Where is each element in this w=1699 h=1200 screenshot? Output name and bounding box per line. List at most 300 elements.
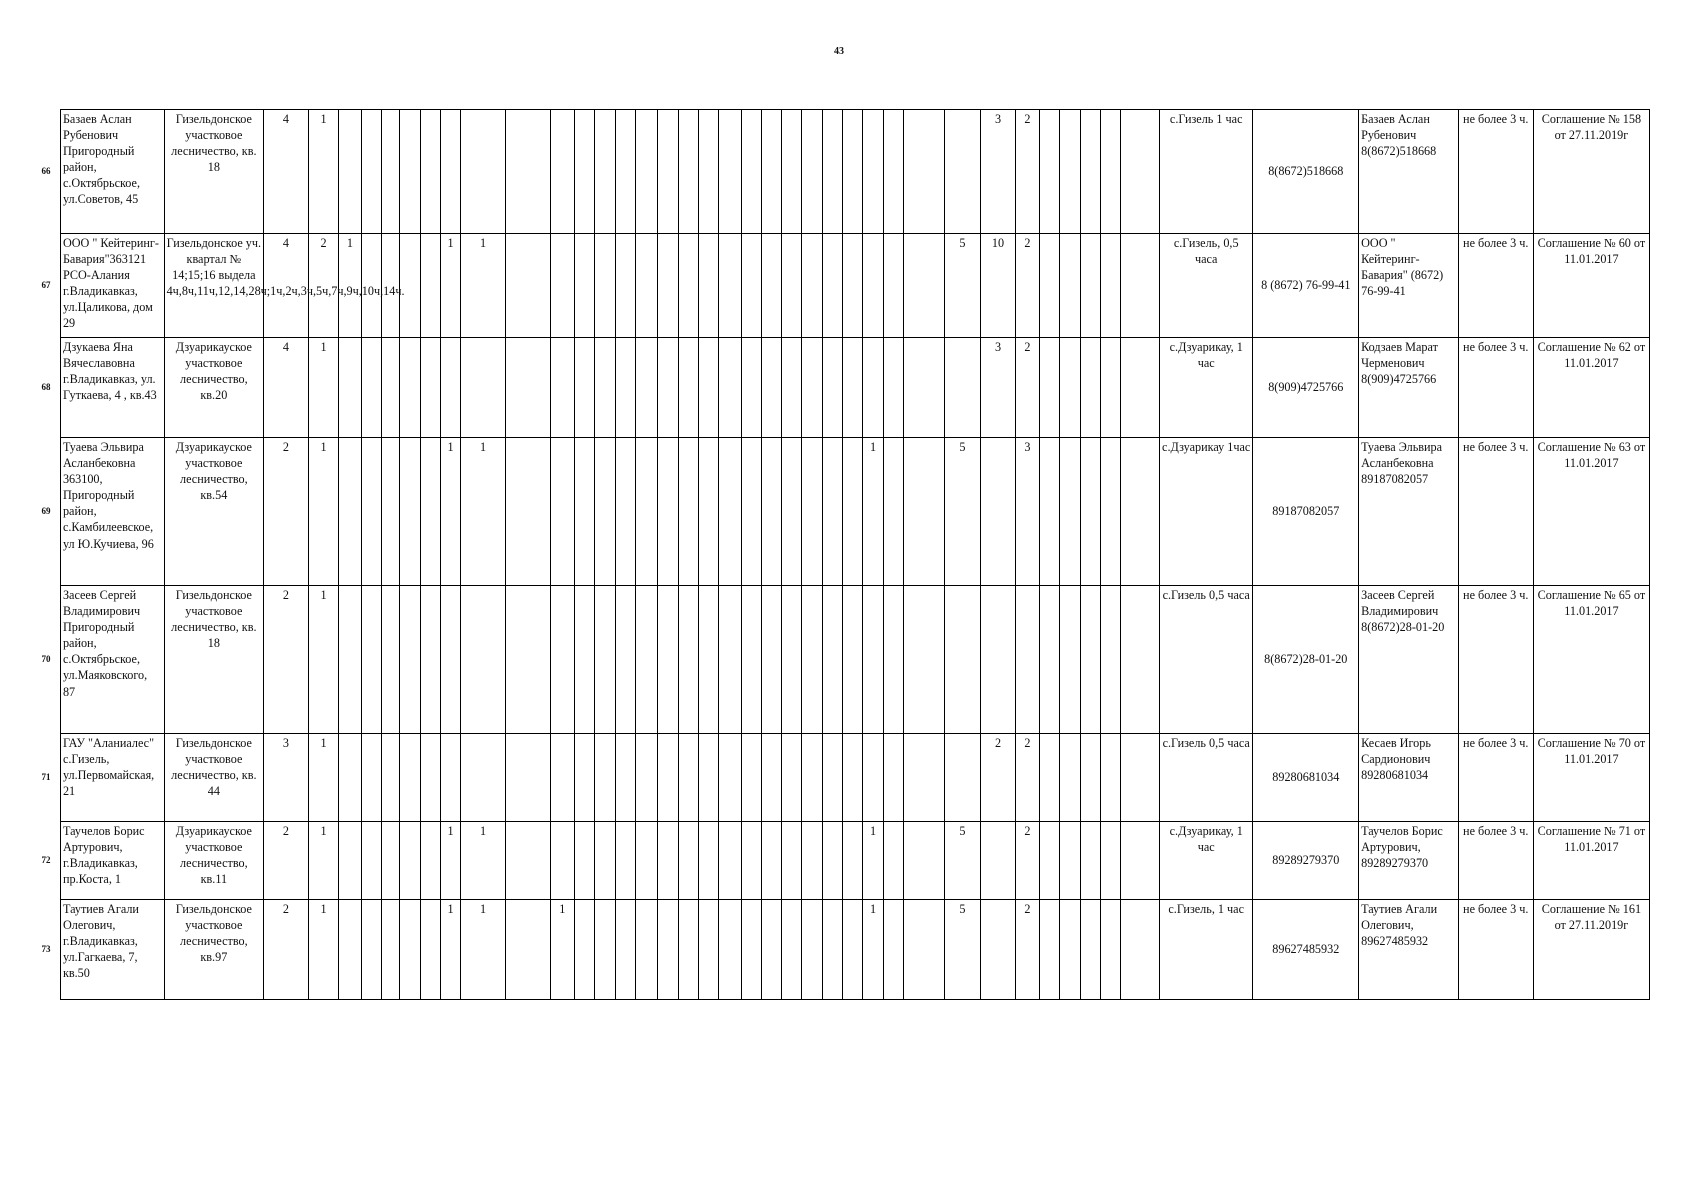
responsible-cell: Базаев Аслан Рубенович 8(8672)518668 — [1359, 110, 1459, 234]
quantity-cell — [678, 734, 698, 822]
applicant-cell: Базаев Аслан Рубенович Пригородный район, с.Октябрьское, ул.Советов, 45 — [60, 110, 164, 234]
quantity-cell: 1 — [461, 438, 506, 586]
quantity-cell: 1 — [550, 900, 574, 1000]
applicant-cell: ООО " Кейтеринг-Бавария"363121 РСО-Алания г.Владикавказ, ул.Цаликова, дом 29 — [60, 234, 164, 338]
quantity-cell — [550, 822, 574, 900]
quantity-cell — [505, 900, 550, 1000]
quantity-cell — [339, 586, 361, 734]
quantity-cell: 10 — [981, 234, 1016, 338]
quantity-cell — [400, 822, 420, 900]
quantity-cell — [761, 586, 781, 734]
quantity-cell: 1 — [308, 110, 338, 234]
quantity-cell — [1080, 110, 1100, 234]
table-row — [32, 586, 1650, 734]
quantity-cell — [904, 110, 945, 234]
table-row — [32, 438, 1650, 586]
quantity-cell — [658, 900, 678, 1000]
quantity-cell — [461, 338, 506, 438]
quantity-cell — [843, 438, 863, 586]
quantity-cell — [615, 586, 635, 734]
quantity-cell — [822, 110, 842, 234]
quantity-cell: 1 — [440, 438, 460, 586]
quantity-cell — [863, 110, 883, 234]
quantity-cell — [904, 586, 945, 734]
quantity-cell — [595, 234, 615, 338]
applicant-cell: Дзукаева Яна Вячеславовна г.Владикавказ, ул. Гуткаева, 4 , кв.43 — [60, 338, 164, 438]
quantity-cell: 2 — [1015, 110, 1039, 234]
quantity-cell — [595, 900, 615, 1000]
phone-cell: 8 (8672) 76-99-41 — [1253, 234, 1359, 338]
quantity-cell — [574, 438, 594, 586]
quantity-cell — [1121, 110, 1160, 234]
quantity-cell — [1121, 822, 1160, 900]
quantity-cell — [420, 338, 440, 438]
quantity-cell — [574, 234, 594, 338]
quantity-cell — [574, 900, 594, 1000]
quantity-cell — [863, 586, 883, 734]
duration-cell: не более 3 ч. — [1458, 338, 1533, 438]
quantity-cell — [883, 822, 903, 900]
duration-cell: не более 3 ч. — [1458, 438, 1533, 586]
quantity-cell: 1 — [461, 822, 506, 900]
quantity-cell — [782, 438, 802, 586]
quantity-cell — [381, 822, 399, 900]
quantity-cell: 4 — [264, 234, 309, 338]
quantity-cell — [595, 338, 615, 438]
quantity-cell — [1060, 900, 1080, 1000]
forestry-cell: Дзуарикауское участковое лесничество, кв.54 — [164, 438, 264, 586]
quantity-cell — [761, 734, 781, 822]
phone-cell: 8(8672)28-01-20 — [1253, 586, 1359, 734]
quantity-cell — [678, 900, 698, 1000]
quantity-cell — [339, 110, 361, 234]
agreement-cell: Соглашение № 70 от 11.01.2017 — [1533, 734, 1649, 822]
registry-table — [32, 109, 1650, 1000]
quantity-cell — [1101, 438, 1121, 586]
table-row — [32, 338, 1650, 438]
quantity-cell — [1121, 900, 1160, 1000]
route-cell: с.Гизель, 1 час — [1159, 900, 1252, 1000]
quantity-cell — [761, 338, 781, 438]
quantity-cell: 1 — [440, 822, 460, 900]
quantity-cell — [678, 234, 698, 338]
route-cell: с.Гизель 0,5 часа — [1159, 586, 1252, 734]
quantity-cell — [883, 110, 903, 234]
quantity-cell: 5 — [944, 438, 981, 586]
quantity-cell: 1 — [863, 822, 883, 900]
table-row — [32, 110, 1650, 234]
quantity-cell — [782, 110, 802, 234]
quantity-cell — [843, 110, 863, 234]
quantity-cell: 3 — [264, 734, 309, 822]
quantity-cell — [550, 338, 574, 438]
quantity-cell — [719, 438, 741, 586]
quantity-cell — [381, 338, 399, 438]
quantity-cell — [658, 586, 678, 734]
agreement-cell: Соглашение № 71 от 11.01.2017 — [1533, 822, 1649, 900]
row-number: 66 — [41, 165, 51, 176]
quantity-cell — [339, 822, 361, 900]
quantity-cell — [635, 822, 657, 900]
quantity-cell — [843, 586, 863, 734]
quantity-cell — [574, 822, 594, 900]
quantity-cell — [574, 734, 594, 822]
quantity-cell — [505, 338, 550, 438]
quantity-cell — [339, 900, 361, 1000]
quantity-cell — [420, 234, 440, 338]
phone-cell: 8(909)4725766 — [1253, 338, 1359, 438]
quantity-cell: 1 — [339, 234, 361, 338]
agreement-cell: Соглашение № 63 от 11.01.2017 — [1533, 438, 1649, 586]
phone-cell: 8(8672)518668 — [1253, 110, 1359, 234]
quantity-cell: 2 — [1015, 338, 1039, 438]
quantity-cell: 1 — [308, 734, 338, 822]
responsible-cell: Кесаев Игорь Сардионович 89280681034 — [1359, 734, 1459, 822]
route-cell: с.Дзуарикау, 1 час — [1159, 822, 1252, 900]
quantity-cell — [1101, 822, 1121, 900]
quantity-cell — [822, 734, 842, 822]
route-cell: с.Гизель 1 час — [1159, 110, 1252, 234]
quantity-cell — [822, 900, 842, 1000]
quantity-cell: 2 — [264, 900, 309, 1000]
quantity-cell — [883, 338, 903, 438]
quantity-cell: 1 — [308, 822, 338, 900]
quantity-cell — [741, 338, 761, 438]
quantity-cell — [1101, 900, 1121, 1000]
quantity-cell — [658, 338, 678, 438]
row-number: 67 — [41, 279, 51, 290]
quantity-cell — [1080, 734, 1100, 822]
route-cell: с.Гизель, 0,5 часа — [1159, 234, 1252, 338]
quantity-cell — [1060, 586, 1080, 734]
quantity-cell — [843, 822, 863, 900]
quantity-cell: 1 — [461, 900, 506, 1000]
applicant-cell: Таучелов Борис Артурович, г.Владикавказ, пр.Коста, 1 — [60, 822, 164, 900]
quantity-cell — [574, 586, 594, 734]
quantity-cell — [1060, 234, 1080, 338]
quantity-cell — [698, 110, 718, 234]
responsible-cell: Туаева Эльвира Асланбековна 89187082057 — [1359, 438, 1459, 586]
quantity-cell — [505, 234, 550, 338]
quantity-cell: 1 — [863, 900, 883, 1000]
quantity-cell: 1 — [308, 900, 338, 1000]
applicant-cell: ГАУ "Аланиалес" с.Гизель, ул.Первомайская, 21 — [60, 734, 164, 822]
table-row — [32, 822, 1650, 900]
quantity-cell — [981, 822, 1016, 900]
quantity-cell — [904, 900, 945, 1000]
quantity-cell — [658, 734, 678, 822]
quantity-cell — [698, 234, 718, 338]
phone-cell: 89289279370 — [1253, 822, 1359, 900]
quantity-cell — [698, 900, 718, 1000]
quantity-cell — [635, 234, 657, 338]
quantity-cell — [883, 734, 903, 822]
agreement-cell: Соглашение № 60 от 11.01.2017 — [1533, 234, 1649, 338]
quantity-cell — [400, 438, 420, 586]
quantity-cell — [741, 110, 761, 234]
quantity-cell — [1121, 338, 1160, 438]
quantity-cell — [440, 586, 460, 734]
quantity-cell — [339, 338, 361, 438]
quantity-cell — [719, 586, 741, 734]
quantity-cell — [550, 110, 574, 234]
quantity-cell — [741, 234, 761, 338]
row-number: 72 — [41, 854, 51, 865]
quantity-cell — [719, 234, 741, 338]
quantity-cell — [505, 438, 550, 586]
quantity-cell — [1060, 822, 1080, 900]
quantity-cell: 3 — [1015, 438, 1039, 586]
quantity-cell — [863, 234, 883, 338]
quantity-cell — [1060, 110, 1080, 234]
row-number: 71 — [41, 771, 51, 782]
quantity-cell — [1060, 338, 1080, 438]
forestry-cell: Дзуарикауское участковое лесничество, кв.11 — [164, 822, 264, 900]
quantity-cell — [1101, 734, 1121, 822]
quantity-cell — [782, 234, 802, 338]
quantity-cell — [883, 438, 903, 586]
quantity-cell — [461, 586, 506, 734]
responsible-cell: Кодзаев Марат Черменович 8(909)4725766 — [1359, 338, 1459, 438]
quantity-cell — [1040, 586, 1060, 734]
quantity-cell — [822, 822, 842, 900]
quantity-cell — [440, 110, 460, 234]
duration-cell: не более 3 ч. — [1458, 234, 1533, 338]
route-cell: с.Гизель 0,5 часа — [1159, 734, 1252, 822]
quantity-cell — [420, 900, 440, 1000]
quantity-cell: 2 — [264, 822, 309, 900]
quantity-cell — [719, 822, 741, 900]
quantity-cell — [615, 110, 635, 234]
quantity-cell: 5 — [944, 900, 981, 1000]
quantity-cell — [802, 586, 822, 734]
quantity-cell — [761, 110, 781, 234]
quantity-cell — [1060, 734, 1080, 822]
quantity-cell — [361, 822, 381, 900]
quantity-cell — [595, 586, 615, 734]
quantity-cell — [615, 734, 635, 822]
quantity-cell — [615, 900, 635, 1000]
quantity-cell — [339, 438, 361, 586]
table-row — [32, 734, 1650, 822]
quantity-cell — [658, 234, 678, 338]
quantity-cell — [339, 734, 361, 822]
quantity-cell — [595, 110, 615, 234]
quantity-cell — [981, 438, 1016, 586]
quantity-cell: 5 — [944, 234, 981, 338]
quantity-cell — [505, 586, 550, 734]
quantity-cell — [400, 734, 420, 822]
quantity-cell — [1101, 110, 1121, 234]
quantity-cell — [883, 586, 903, 734]
quantity-cell — [1040, 734, 1060, 822]
quantity-cell — [863, 734, 883, 822]
row-number: 69 — [41, 505, 51, 516]
quantity-cell — [1040, 822, 1060, 900]
quantity-cell: 3 — [981, 338, 1016, 438]
agreement-cell: Соглашение № 62 от 11.01.2017 — [1533, 338, 1649, 438]
quantity-cell — [678, 110, 698, 234]
quantity-cell — [361, 338, 381, 438]
quantity-cell — [802, 900, 822, 1000]
quantity-cell — [904, 234, 945, 338]
table-row — [32, 234, 1650, 338]
quantity-cell — [420, 438, 440, 586]
quantity-cell — [461, 110, 506, 234]
quantity-cell — [505, 110, 550, 234]
page-number: 43 — [834, 46, 844, 57]
quantity-cell — [635, 734, 657, 822]
quantity-cell: 3 — [981, 110, 1016, 234]
quantity-cell: 2 — [264, 438, 309, 586]
quantity-cell — [1080, 900, 1100, 1000]
quantity-cell — [782, 900, 802, 1000]
quantity-cell: 1 — [440, 900, 460, 1000]
quantity-cell — [782, 734, 802, 822]
quantity-cell: 1 — [461, 234, 506, 338]
quantity-cell — [944, 338, 981, 438]
quantity-cell: 2 — [264, 586, 309, 734]
quantity-cell — [1040, 338, 1060, 438]
quantity-cell — [1080, 438, 1100, 586]
quantity-cell: 2 — [308, 234, 338, 338]
quantity-cell — [635, 586, 657, 734]
quantity-cell — [719, 900, 741, 1000]
responsible-cell: Таутиев Агали Олегович, 89627485932 — [1359, 900, 1459, 1000]
quantity-cell — [440, 734, 460, 822]
row-number: 68 — [41, 381, 51, 392]
quantity-cell — [505, 822, 550, 900]
quantity-cell — [883, 234, 903, 338]
quantity-cell — [550, 586, 574, 734]
quantity-cell — [1080, 234, 1100, 338]
quantity-cell — [981, 586, 1016, 734]
quantity-cell — [678, 586, 698, 734]
quantity-cell — [944, 734, 981, 822]
forestry-cell: Гизельдонское участковое лесничество, кв. 18 — [164, 110, 264, 234]
quantity-cell — [635, 900, 657, 1000]
quantity-cell — [595, 822, 615, 900]
quantity-cell — [381, 586, 399, 734]
quantity-cell — [741, 438, 761, 586]
quantity-cell — [615, 234, 635, 338]
agreement-cell: Соглашение № 161 от 27.11.2019г — [1533, 900, 1649, 1000]
forestry-cell: Гизельдонское участковое лесничество, кв. 44 — [164, 734, 264, 822]
quantity-cell — [400, 110, 420, 234]
quantity-cell — [1101, 338, 1121, 438]
quantity-cell — [574, 110, 594, 234]
table-row — [32, 900, 1650, 1000]
quantity-cell — [381, 734, 399, 822]
quantity-cell — [1080, 586, 1100, 734]
quantity-cell — [698, 338, 718, 438]
quantity-cell — [361, 586, 381, 734]
route-cell: с.Дзуарикау, 1 час — [1159, 338, 1252, 438]
quantity-cell — [550, 734, 574, 822]
quantity-cell — [981, 900, 1016, 1000]
quantity-cell — [822, 338, 842, 438]
quantity-cell — [741, 586, 761, 734]
quantity-cell — [461, 734, 506, 822]
quantity-cell — [361, 110, 381, 234]
quantity-cell — [550, 438, 574, 586]
quantity-cell — [595, 734, 615, 822]
quantity-cell — [615, 438, 635, 586]
quantity-cell — [843, 234, 863, 338]
quantity-cell — [400, 338, 420, 438]
quantity-cell — [635, 338, 657, 438]
quantity-cell — [761, 822, 781, 900]
applicant-cell: Туаева Эльвира Асланбековна 363100, Пригородный район, с.Камбилеевское, ул Ю.Кучиева, 96 — [60, 438, 164, 586]
quantity-cell — [698, 586, 718, 734]
forestry-cell: Гизельдонское уч. квартал № 14;15;16 выдела 4ч,8ч,11ч,12,14,28ч;1ч,2ч,3ч,5ч,7ч,9ч,10ч,14ч. — [164, 234, 264, 338]
quantity-cell — [802, 734, 822, 822]
quantity-cell — [1015, 586, 1039, 734]
quantity-cell: 4 — [264, 110, 309, 234]
quantity-cell — [1040, 110, 1060, 234]
quantity-cell — [678, 822, 698, 900]
quantity-cell — [719, 110, 741, 234]
quantity-cell — [1101, 586, 1121, 734]
quantity-cell — [400, 586, 420, 734]
quantity-cell — [863, 338, 883, 438]
quantity-cell: 1 — [308, 586, 338, 734]
quantity-cell — [904, 438, 945, 586]
quantity-cell — [843, 338, 863, 438]
quantity-cell: 4 — [264, 338, 309, 438]
quantity-cell: 2 — [1015, 734, 1039, 822]
quantity-cell — [635, 110, 657, 234]
quantity-cell — [904, 822, 945, 900]
quantity-cell — [883, 900, 903, 1000]
quantity-cell — [1121, 734, 1160, 822]
applicant-cell: Засеев Сергей Владимирович Пригородный район, с.Октябрьское, ул.Маяковского, 87 — [60, 586, 164, 734]
quantity-cell: 1 — [440, 234, 460, 338]
quantity-cell — [361, 734, 381, 822]
quantity-cell — [400, 900, 420, 1000]
quantity-cell — [381, 900, 399, 1000]
quantity-cell — [615, 338, 635, 438]
row-number: 70 — [41, 653, 51, 664]
quantity-cell — [420, 822, 440, 900]
quantity-cell: 2 — [1015, 900, 1039, 1000]
quantity-cell — [658, 438, 678, 586]
quantity-cell — [1121, 234, 1160, 338]
quantity-cell — [1101, 234, 1121, 338]
quantity-cell — [741, 822, 761, 900]
quantity-cell: 2 — [981, 734, 1016, 822]
duration-cell: не более 3 ч. — [1458, 734, 1533, 822]
applicant-cell: Таутиев Агали Олегович, г.Владикавказ, ул.Гагкаева, 7, кв.50 — [60, 900, 164, 1000]
responsible-cell: Засеев Сергей Владимирович 8(8672)28-01-20 — [1359, 586, 1459, 734]
quantity-cell — [1080, 822, 1100, 900]
quantity-cell — [550, 234, 574, 338]
quantity-cell — [741, 734, 761, 822]
quantity-cell — [782, 338, 802, 438]
quantity-cell — [843, 734, 863, 822]
route-cell: с.Дзуарикау 1час — [1159, 438, 1252, 586]
quantity-cell — [802, 234, 822, 338]
quantity-cell — [505, 734, 550, 822]
quantity-cell: 2 — [1015, 234, 1039, 338]
responsible-cell: Таучелов Борис Артурович, 89289279370 — [1359, 822, 1459, 900]
quantity-cell — [761, 900, 781, 1000]
quantity-cell — [658, 822, 678, 900]
quantity-cell — [1040, 438, 1060, 586]
forestry-cell: Гизельдонское участковое лесничество, кв. 18 — [164, 586, 264, 734]
quantity-cell: 1 — [308, 438, 338, 586]
quantity-cell — [381, 438, 399, 586]
